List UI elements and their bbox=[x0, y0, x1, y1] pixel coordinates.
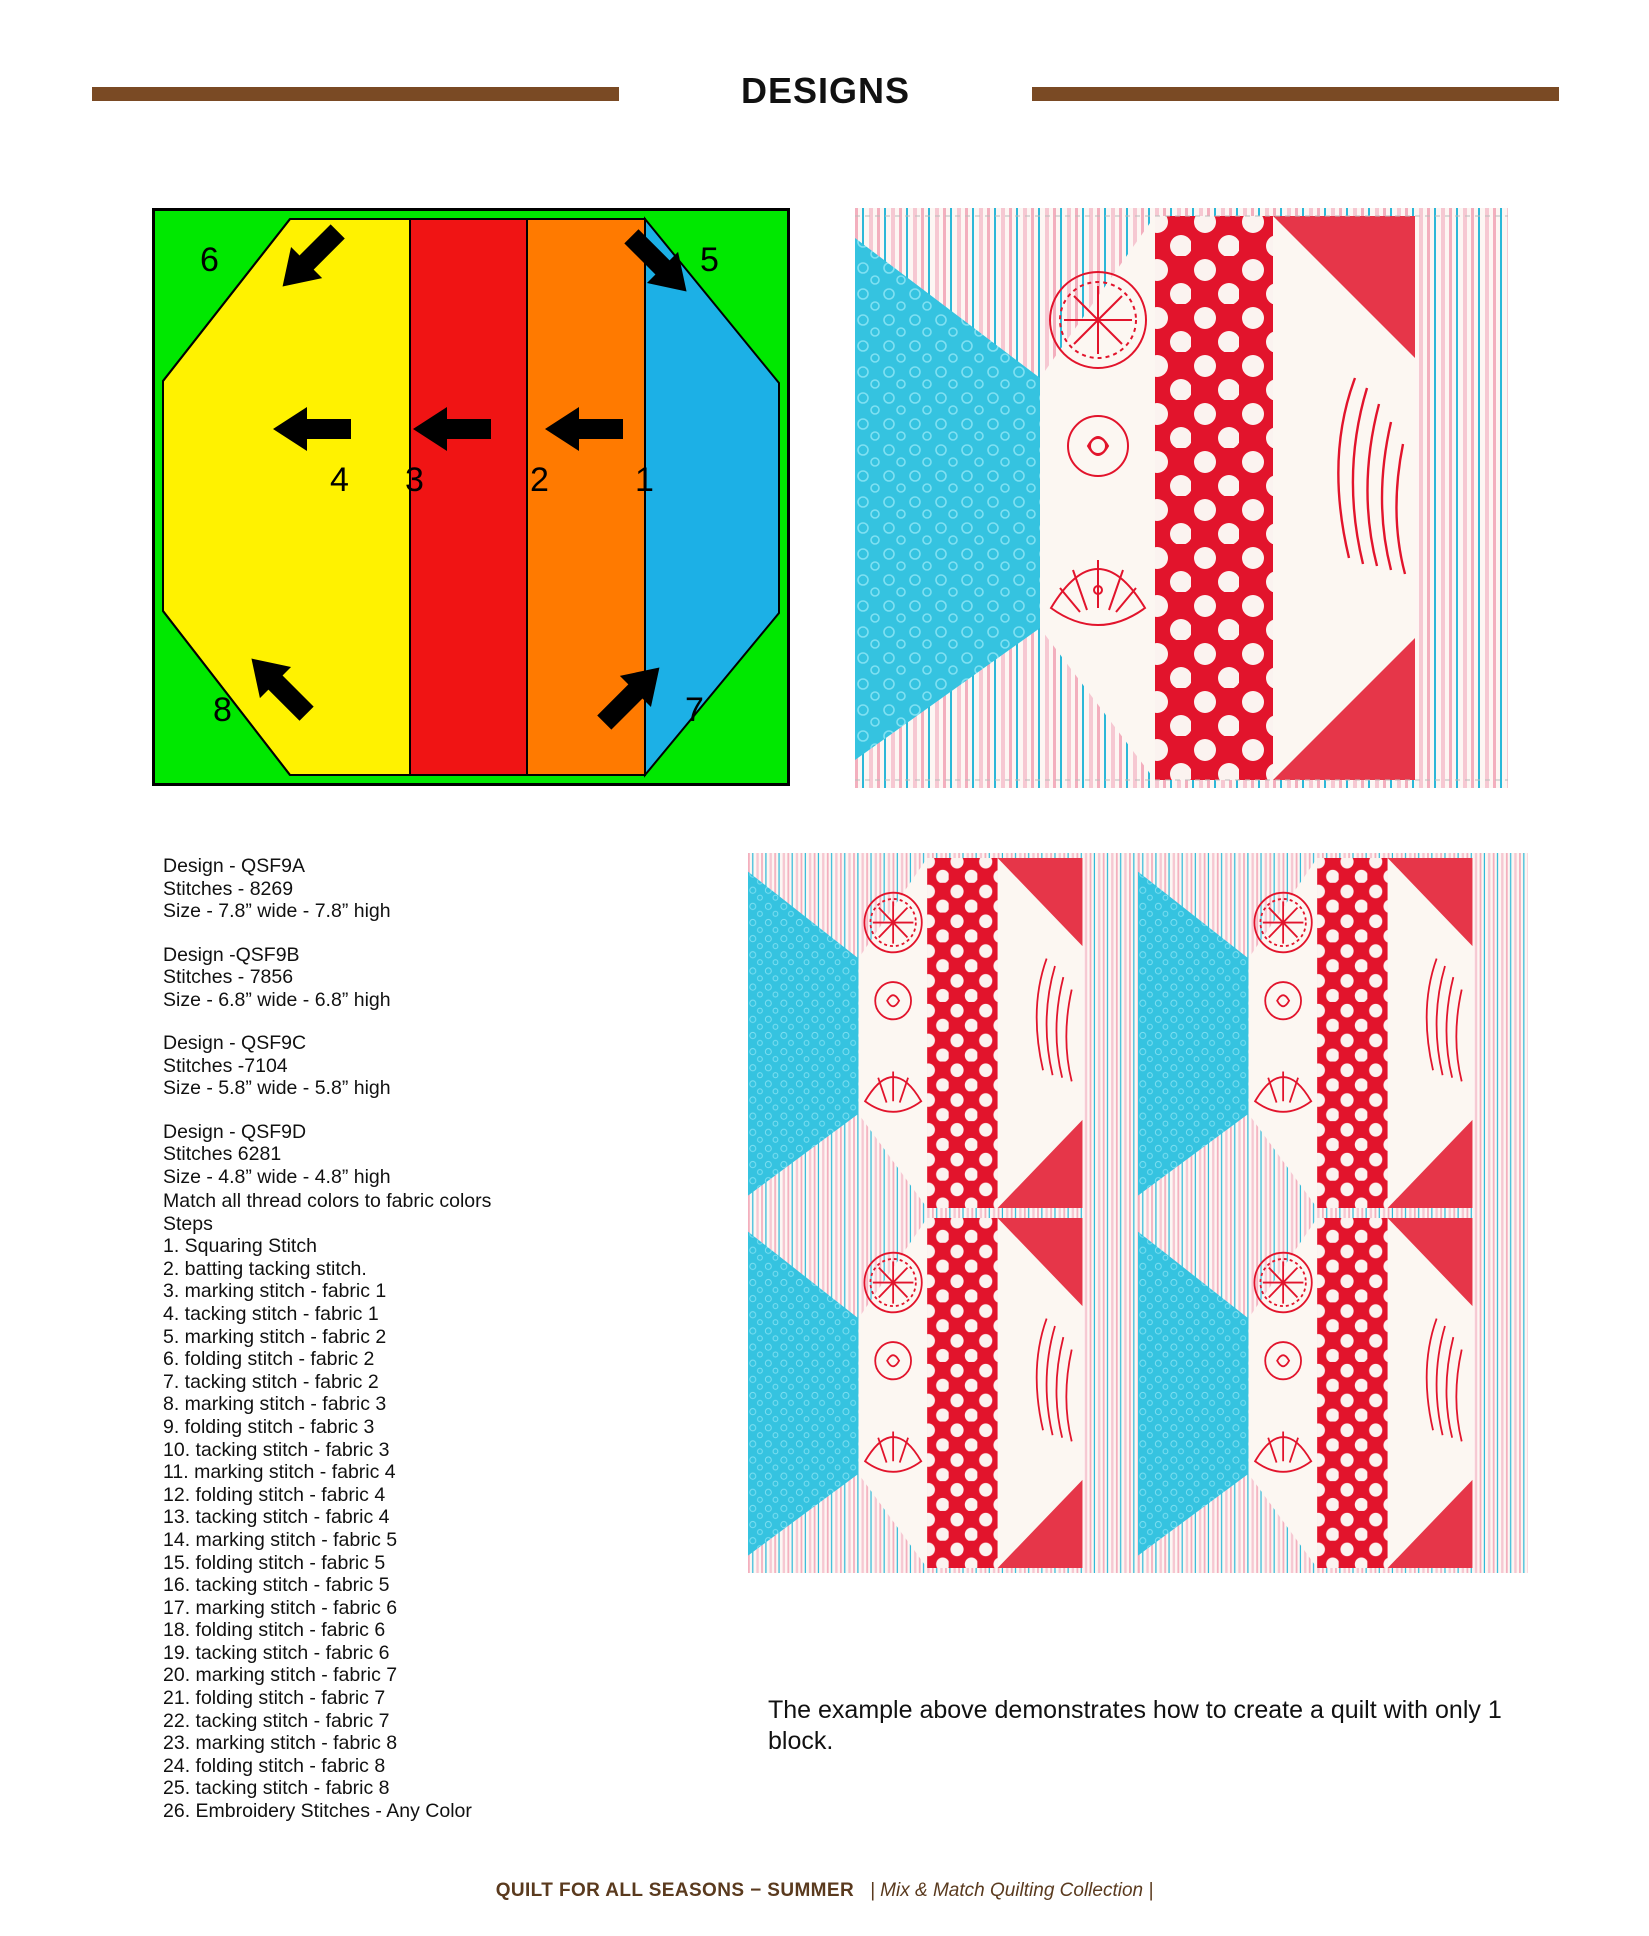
page-title: DESIGNS bbox=[740, 70, 911, 111]
diagram-label-6: 6 bbox=[200, 241, 219, 279]
design-stitches: Stitches - 7856 bbox=[163, 966, 294, 988]
design-spec-item bbox=[163, 1032, 643, 1100]
step-item: 9. folding stitch - fabric 3 bbox=[163, 1415, 375, 1438]
steps-heading: Steps bbox=[163, 1212, 213, 1235]
step-item: 5. marking stitch - fabric 2 bbox=[163, 1325, 387, 1348]
diagram-piece-3 bbox=[410, 219, 527, 775]
step-item: 13. tacking stitch - fabric 4 bbox=[163, 1506, 390, 1529]
design-size: Size - 6.8” wide - 6.8” high bbox=[163, 988, 391, 1011]
footer-collection-title: QUILT FOR ALL SEASONS − SUMMER bbox=[495, 1880, 855, 1901]
quilt-grid-cell bbox=[1138, 1213, 1528, 1573]
design-spec-item bbox=[163, 1121, 643, 1189]
step-item: 14. marking stitch - fabric 5 bbox=[163, 1528, 398, 1551]
diagram-label-3: 3 bbox=[405, 461, 424, 499]
step-item: 2. batting tacking stitch. bbox=[163, 1257, 367, 1280]
quilt-block-illustration bbox=[748, 853, 1138, 1213]
four-block-quilt-photo bbox=[748, 853, 1528, 1573]
step-item: 22. tacking stitch - fabric 7 bbox=[163, 1709, 390, 1732]
step-item: 18. folding stitch - fabric 6 bbox=[163, 1619, 386, 1642]
thread-color-note: Match all thread colors to fabric colors bbox=[163, 1190, 492, 1212]
design-specs-list bbox=[163, 855, 643, 1209]
quilt-block-illustration bbox=[1138, 853, 1528, 1213]
diagram-label-4: 4 bbox=[330, 461, 349, 499]
pieced-block-numbering-diagram bbox=[152, 208, 790, 786]
step-item: 1. Squaring Stitch bbox=[163, 1235, 317, 1258]
design-name: Design - QSF9D bbox=[163, 1120, 307, 1143]
design-name: Design - QSF9A bbox=[163, 855, 305, 877]
header-rule-right bbox=[1032, 87, 1559, 101]
design-size: Size - 7.8” wide - 7.8” high bbox=[163, 900, 391, 922]
quilt-grid-cell bbox=[748, 1213, 1138, 1573]
diagram-label-2: 2 bbox=[530, 461, 549, 499]
step-item: 4. tacking stitch - fabric 1 bbox=[163, 1302, 379, 1325]
step-item: 24. folding stitch - fabric 8 bbox=[163, 1754, 386, 1777]
step-item: 10. tacking stitch - fabric 3 bbox=[163, 1438, 390, 1461]
design-stitches: Stitches 6281 bbox=[163, 1143, 282, 1165]
step-item: 16. tacking stitch - fabric 5 bbox=[163, 1574, 390, 1597]
step-item: 12. folding stitch - fabric 4 bbox=[163, 1483, 386, 1506]
diagram-label-5: 5 bbox=[700, 241, 719, 279]
step-item: 6. folding stitch - fabric 2 bbox=[163, 1348, 375, 1371]
step-item: 8. marking stitch - fabric 3 bbox=[163, 1393, 387, 1416]
design-size: Size - 5.8” wide - 5.8” high bbox=[163, 1077, 391, 1099]
quilt-grid-cell bbox=[1138, 853, 1528, 1213]
page-footer bbox=[0, 1880, 1649, 1902]
step-item: 21. folding stitch - fabric 7 bbox=[163, 1687, 386, 1710]
step-item: 7. tacking stitch - fabric 2 bbox=[163, 1370, 379, 1393]
design-stitches: Stitches -7104 bbox=[163, 1054, 288, 1077]
design-spec-item bbox=[163, 944, 643, 1012]
quilt-grid-cell bbox=[748, 853, 1138, 1213]
design-spec-item bbox=[163, 855, 643, 923]
design-name: Design -QSF9B bbox=[163, 943, 300, 966]
step-item: 15. folding stitch - fabric 5 bbox=[163, 1551, 386, 1574]
step-item: 17. marking stitch - fabric 6 bbox=[163, 1596, 398, 1619]
step-item: 3. marking stitch - fabric 1 bbox=[163, 1280, 387, 1303]
step-item: 20. marking stitch - fabric 7 bbox=[163, 1664, 398, 1687]
diagram-label-8: 8 bbox=[213, 691, 232, 729]
header-rule-left bbox=[92, 87, 619, 101]
quilt-block-illustration bbox=[748, 1213, 1138, 1573]
example-caption: The example above demonstrates how to create a quilt with only 1 block. bbox=[768, 1696, 1502, 1755]
design-size: Size - 4.8” wide - 4.8” high bbox=[163, 1165, 391, 1188]
page-header bbox=[0, 70, 1649, 120]
steps-list bbox=[163, 1190, 643, 1823]
step-item: 19. tacking stitch - fabric 6 bbox=[163, 1641, 390, 1664]
single-quilt-block-photo bbox=[855, 208, 1508, 788]
design-stitches: Stitches - 8269 bbox=[163, 877, 294, 900]
diagram-label-7: 7 bbox=[685, 691, 704, 729]
step-item: 11. marking stitch - fabric 4 bbox=[163, 1461, 396, 1484]
step-item: 26. Embroidery Stitches - Any Color bbox=[163, 1800, 472, 1823]
quilt-block-illustration bbox=[855, 208, 1508, 788]
design-name: Design - QSF9C bbox=[163, 1032, 307, 1054]
diagram-label-1: 1 bbox=[635, 461, 654, 499]
footer-collection-subtitle: | Mix & Match Quilting Collection | bbox=[869, 1880, 1154, 1901]
step-item: 23. marking stitch - fabric 8 bbox=[163, 1732, 398, 1755]
step-item: 25. tacking stitch - fabric 8 bbox=[163, 1777, 390, 1800]
quilt-block-illustration bbox=[1138, 1213, 1528, 1573]
